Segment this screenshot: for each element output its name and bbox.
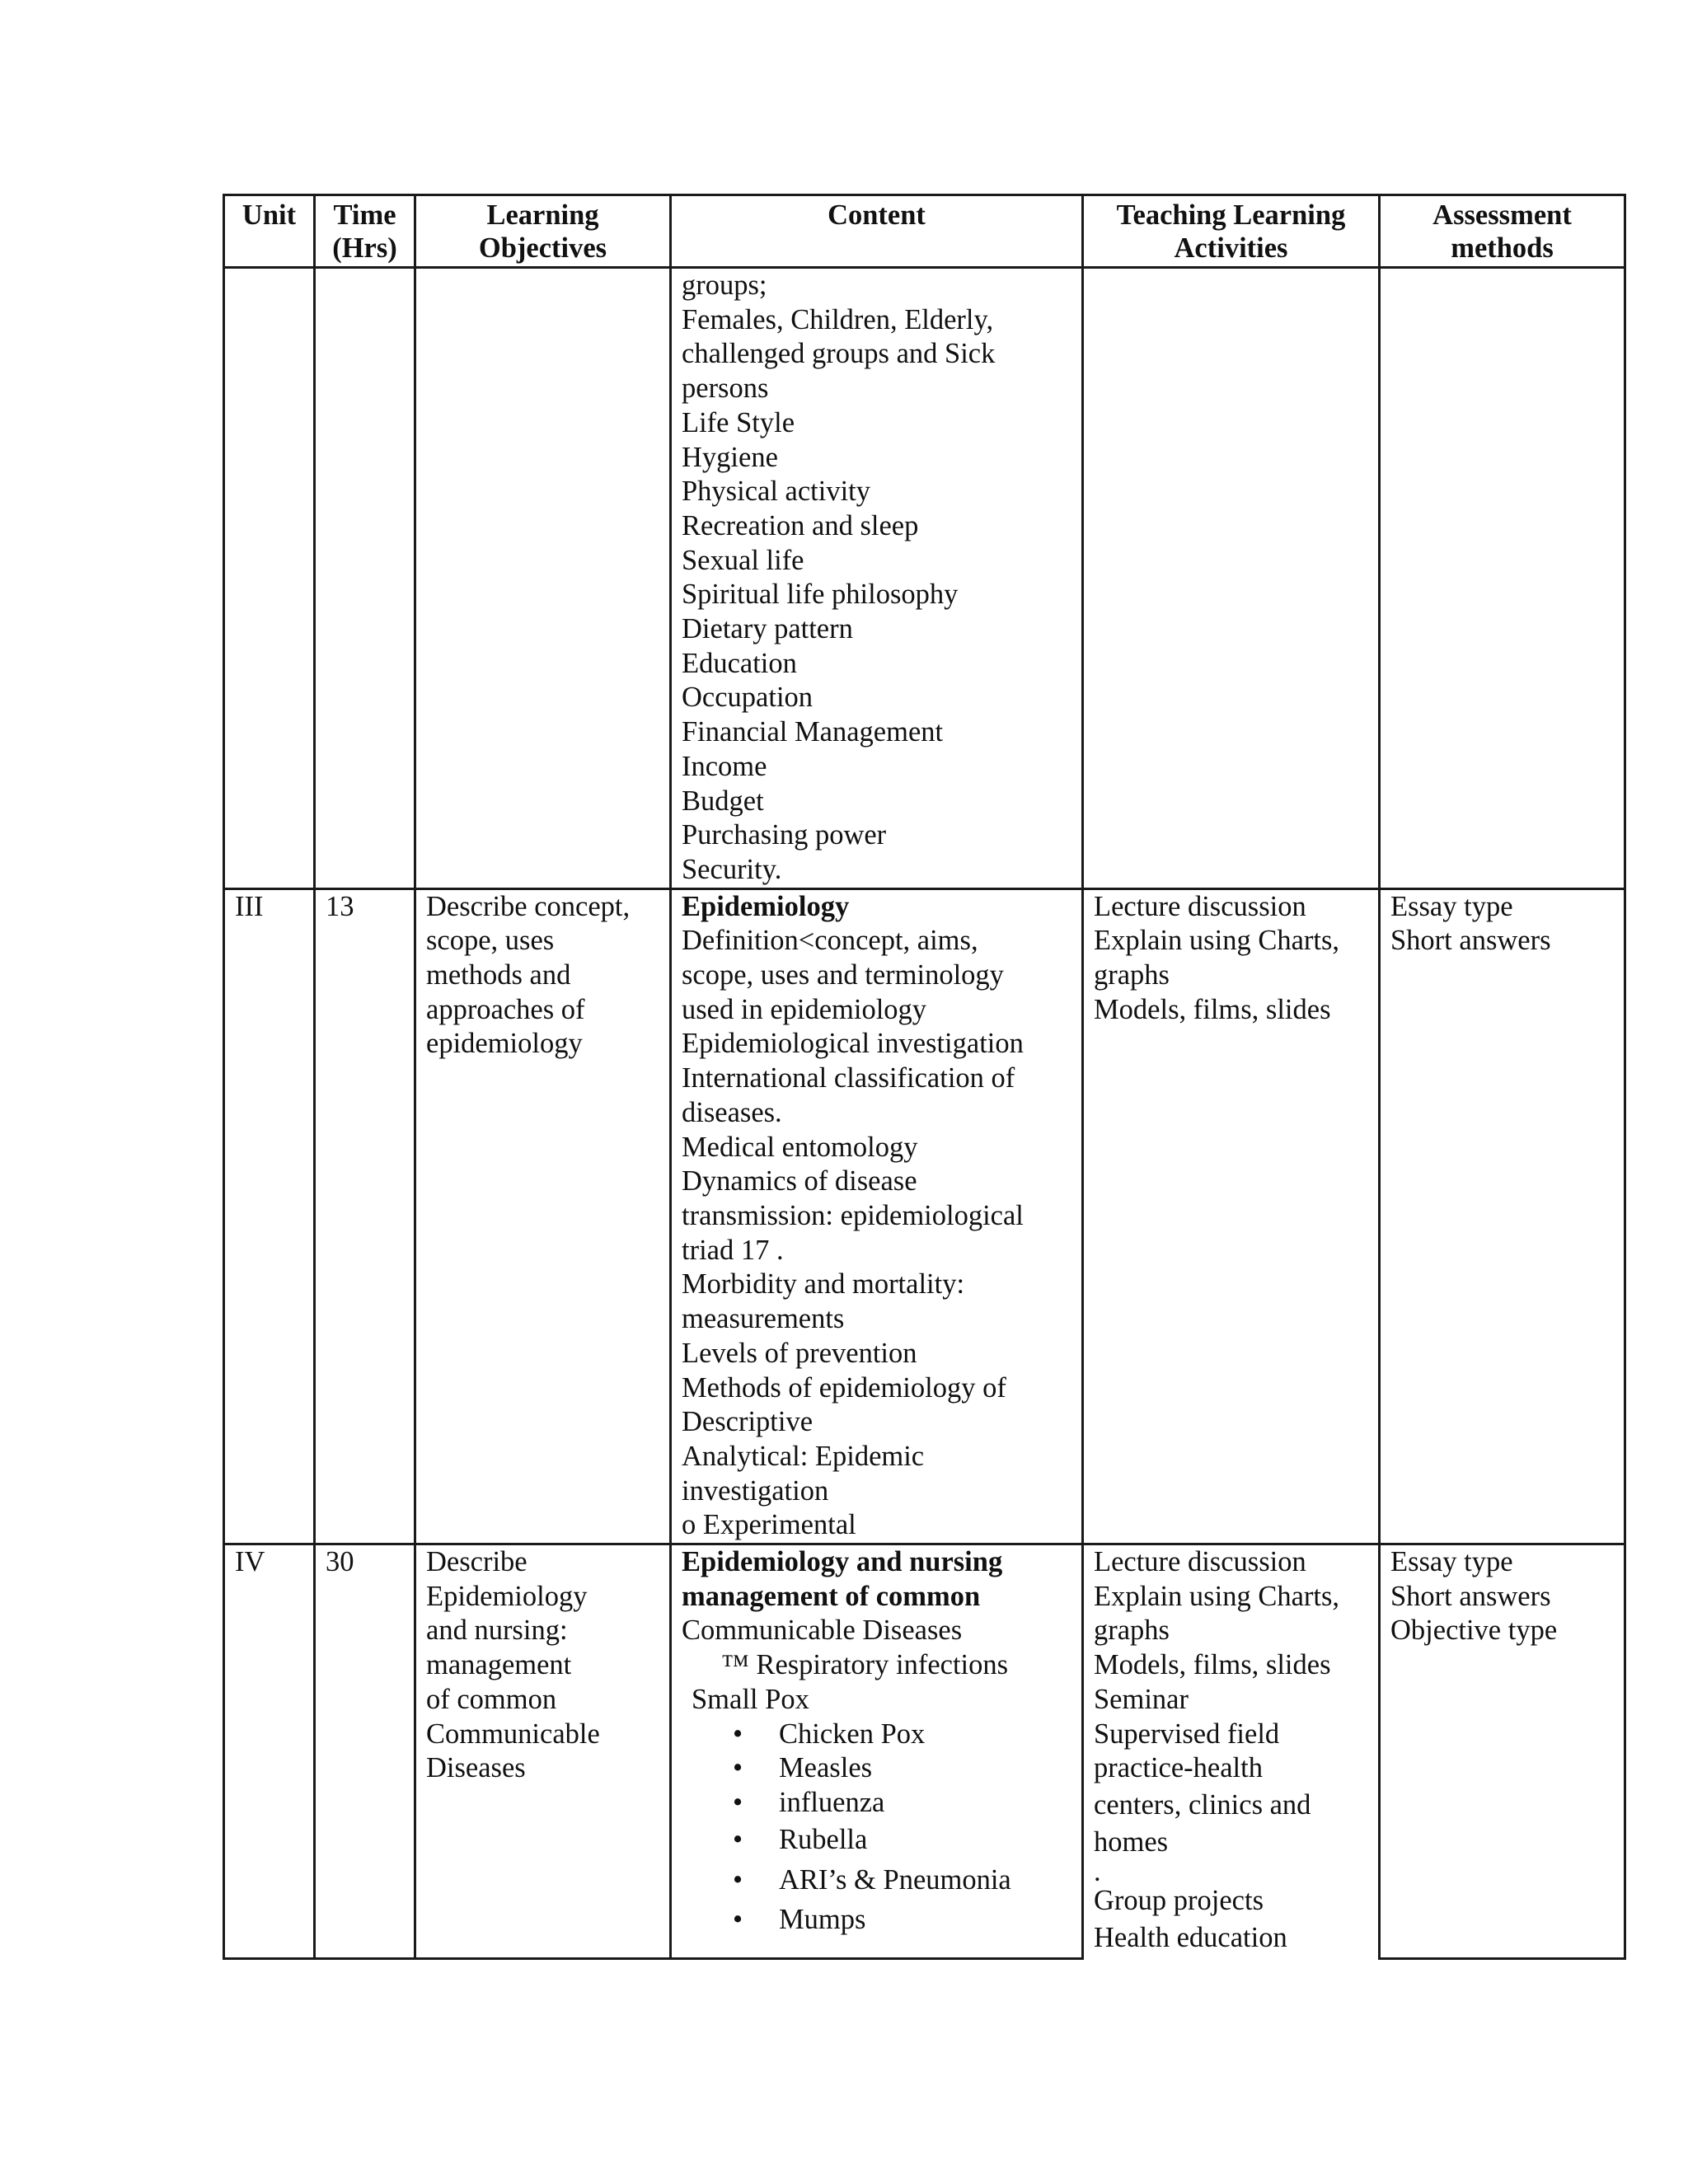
table-row [224,1544,1625,1959]
content-heading: management of common [682,1580,981,1612]
content-cell [671,888,1083,1544]
content-cell [671,268,1083,889]
content-line: investigation [682,1474,829,1507]
activities-cell [1083,268,1380,889]
unit-cell: IV [224,1544,315,1959]
objectives-cell: Describe concept, scope, uses methods and approaches of epidemiology [415,888,671,1544]
content-line: Analytical: Epidemic [682,1440,925,1472]
content-line: Spiritual life philosophy [682,579,959,611]
content-line: Security. [682,853,782,885]
time-cell: 13 [315,888,415,1544]
assessment-cell: Essay type Short answers [1380,888,1625,1544]
content-heading: Epidemiology and nursing [682,1546,1003,1578]
content-line: diseases. [682,1096,782,1128]
content-line: Dynamics of disease [682,1165,917,1197]
content-line: triad 17 . [682,1234,784,1266]
content-line: used in epidemiology [682,993,927,1025]
content-line: Hygiene [682,441,778,473]
content-line: Purchasing power [682,819,887,851]
syllabus-table [223,194,1626,1960]
content-line: Definition<concept, aims, [682,925,978,957]
content-cell [671,1544,1083,1959]
content-line: Financial Management [682,716,944,748]
content-line: Methods of epidemiology of [682,1371,1006,1404]
content-line: International classification of [682,1062,1015,1094]
content-line: Females, Children, Elderly, [682,303,994,335]
activities-cell: Lecture discussion Explain using Charts, graphs Models, films, slides [1083,888,1380,1544]
content-line: Budget [682,785,764,817]
header-content: Content [671,195,1083,268]
content-line: measurements [682,1303,845,1335]
content-line: Descriptive [682,1406,814,1438]
content-line: transmission: epidemiological [682,1199,1024,1231]
list-item: • influenza [682,1786,1071,1821]
time-cell [315,268,415,889]
content-line: Epidemiological investigation [682,1028,1024,1060]
content-line: Sexual life [682,544,804,576]
table-header-row [224,195,1625,268]
time-cell: 30 [315,1544,415,1959]
header-teaching-activities: Teaching Learning Activities [1083,195,1380,268]
content-line: groups; [682,269,767,301]
content-line: Morbidity and mortality: [682,1268,965,1301]
content-line: Recreation and sleep [682,509,919,541]
content-line: Dietary pattern [682,613,853,645]
content-line: ™ Respiratory infections [721,1649,1009,1681]
content-line: o Experimental [682,1509,856,1541]
content-line: Medical entomology [682,1131,918,1163]
unit-cell: III [224,888,315,1544]
content-line: Occupation [682,682,814,714]
list-item: • Rubella [682,1823,1071,1858]
header-assessment-methods: Assessment methods [1380,195,1625,268]
assessment-cell: Essay type Short answers Objective type [1380,1544,1625,1959]
content-line: Education [682,647,797,679]
content-line: Levels of prevention [682,1337,917,1369]
list-item: • Measles [682,1751,1071,1786]
table-row [224,268,1625,889]
assessment-cell [1380,268,1625,889]
content-line: Physical activity [682,476,871,508]
activities-cell: Lecture discussion Explain using Charts, graphs Models, films, slides Seminar Supervised field practice-health centers, clinics and homes . Group projects Health education [1083,1544,1380,1959]
objectives-cell [415,268,671,889]
list-item: • Mumps [682,1903,1071,1938]
content-line: Communicable Diseases [682,1615,963,1647]
header-learning-objectives: Learning Objectives [415,195,671,268]
header-unit: Unit [224,195,315,268]
objectives-cell: Describe Epidemiology and nursing: management of common Communicable Diseases [415,1544,671,1959]
content-line: Small Pox [692,1683,809,1715]
content-line: scope, uses and terminology [682,959,1004,991]
unit-cell [224,268,315,889]
list-item: • Chicken Pox [682,1718,1071,1752]
content-line: challenged groups and Sick [682,338,996,370]
content-line: Income [682,750,767,782]
table-row [224,888,1625,1544]
content-line: persons [682,373,769,405]
list-item: • ARI’s & Pneumonia [682,1863,1071,1898]
header-time: Time (Hrs) [315,195,415,268]
content-line: Life Style [682,406,795,438]
content-heading: Epidemiology [682,890,850,922]
